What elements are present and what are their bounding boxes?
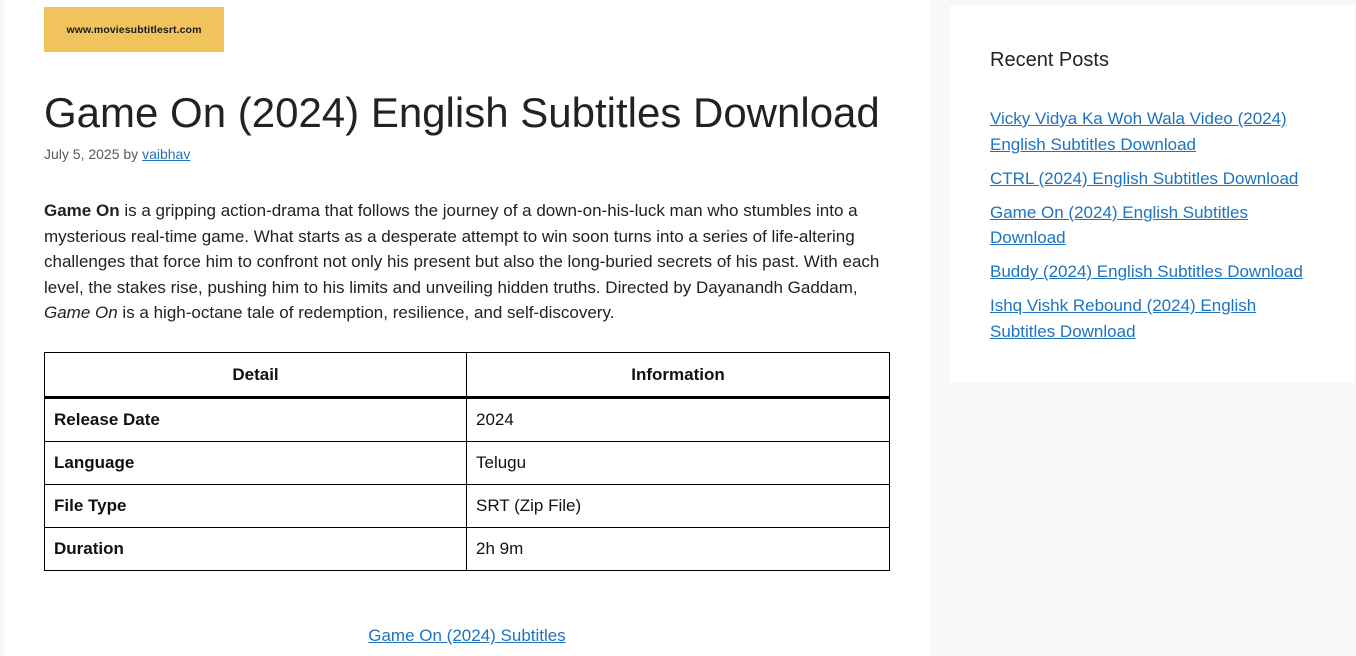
table-cell-value: 2h 9m — [467, 528, 890, 571]
recent-post-link[interactable]: Game On (2024) English Subtitles Download — [990, 202, 1248, 247]
table-row — [45, 485, 890, 528]
recent-post-link[interactable]: Ishq Vishk Rebound (2024) English Subtitles Download — [990, 296, 1257, 341]
table-row — [45, 442, 890, 485]
page-title: Game On (2024) English Subtitles Download — [44, 89, 880, 136]
intro-italic-title: Game On — [44, 303, 118, 322]
recent-post-link[interactable]: Vicky Vidya Ka Woh Wala Video (2024) English Subtitles Download — [990, 109, 1287, 154]
list-item — [990, 106, 1320, 157]
subtitles-download-link[interactable]: Game On (2024) Subtitles — [368, 626, 566, 645]
download-link-container — [4, 626, 930, 646]
table-cell-value: 2024 — [467, 398, 890, 442]
table-header-detail: Detail — [45, 353, 467, 398]
list-item — [990, 200, 1320, 251]
sidebar-title: Recent Posts — [990, 49, 1109, 71]
post-date: July 5, 2025 — [44, 146, 120, 162]
intro-bold-title: Game On — [44, 201, 120, 220]
recent-post-link[interactable]: Buddy (2024) English Subtitles Download — [990, 262, 1303, 281]
table-header-information: Information — [467, 353, 890, 398]
site-logo[interactable] — [44, 7, 224, 52]
list-item — [990, 293, 1320, 344]
table-row — [45, 528, 890, 571]
post-by-label: by — [123, 146, 139, 162]
table-cell-key: Language — [45, 442, 467, 485]
table-cell-value: SRT (Zip File) — [467, 485, 890, 528]
table-cell-value: Telugu — [467, 442, 890, 485]
table-cell-key: Duration — [45, 528, 467, 571]
table-header-row — [45, 353, 890, 398]
post-intro — [44, 198, 894, 326]
intro-text-part2: is a high-octane tale of redemption, resilience, and self-discovery. — [117, 303, 615, 322]
movie-info-table — [44, 352, 890, 571]
table-cell-key: Release Date — [45, 398, 467, 442]
recent-post-link[interactable]: CTRL (2024) English Subtitles Download — [990, 168, 1299, 188]
list-item — [990, 259, 1320, 285]
table-cell-key: File Type — [45, 485, 467, 528]
recent-posts-list — [990, 106, 1320, 353]
site-logo-text: www.moviesubtitlesrt.com — [66, 23, 202, 36]
post-meta — [44, 146, 190, 162]
main-content — [4, 0, 930, 656]
sidebar-recent-posts — [950, 5, 1355, 383]
intro-text-part1: is a gripping action-drama that follows the journey of a down-on-his-luck man who stumbles into a mysterious real-time game. What starts as a desperate attempt to win soon turns into a series of life-altering challenges that force him to confront not only his present but also the long-buried secrets of his past. With each level, the stakes rise, pushing him to his limits and unveiling hidden truths. Directed by Dayanandh Gaddam, — [44, 201, 880, 297]
list-item — [990, 166, 1320, 192]
author-link[interactable]: vaibhav — [142, 146, 191, 162]
table-row — [45, 398, 890, 442]
